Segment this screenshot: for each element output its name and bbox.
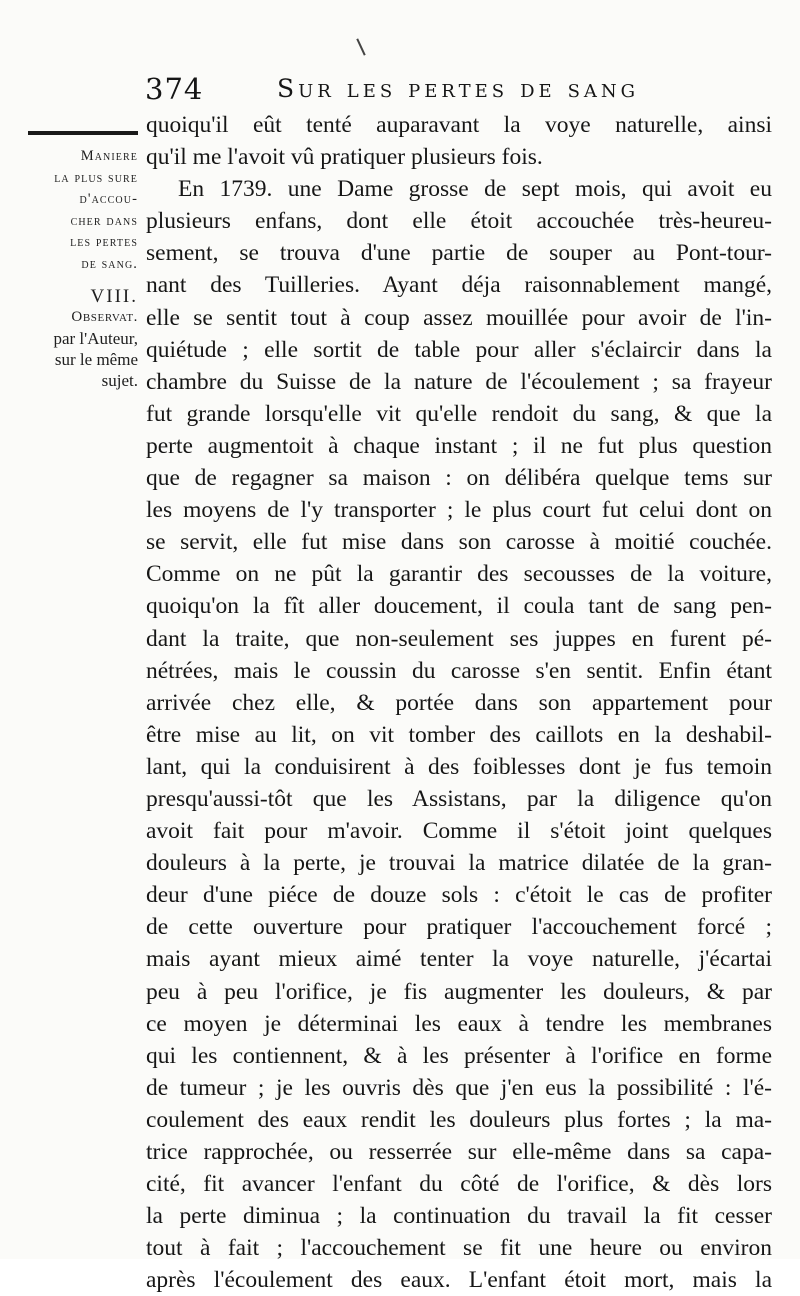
- text-line: ce moyen je déterminai les eaux à tendre les membranes: [146, 1010, 772, 1037]
- text-line: la perte diminua ; la continuation du travail la fit cesser: [146, 1203, 772, 1230]
- margin-note-number: VIII.: [90, 286, 138, 307]
- body-text: [146, 109, 772, 1296]
- text-line: chambre du Suisse de la nature de l'écoulement ; sa frayeur: [146, 368, 772, 395]
- text-line: sement, se trouva d'une partie de souper au Pont-tour-: [146, 240, 772, 267]
- text-line: cité, fit avancer l'enfant du côté de l'orifice, & dès lors: [146, 1171, 772, 1198]
- margin-note-line: par l'Auteur,: [53, 329, 138, 348]
- text-line: être mise au lit, on vit tomber des caillots en la deshabil-: [146, 721, 772, 748]
- text-line: se servit, elle fut mise dans son carosse à moitié couchée.: [146, 529, 772, 556]
- text-line: dant la traite, que non-seulement ses juppes en furent pé-: [146, 625, 772, 652]
- text-line: elle se sentit tout à coup assez mouillée pour avoir de l'in-: [146, 304, 772, 331]
- text-line: fut grande lorsqu'elle vit qu'elle rendoit du sang, & que la: [146, 400, 772, 427]
- text-line: trice rapprochée, ou resserrée sur elle-même dans sa capa-: [146, 1139, 772, 1165]
- text-line: quoiqu'il eût tenté auparavant la voye naturelle, ainsi: [146, 112, 772, 138]
- text-line: qu'il me l'avoit vû pratiquer plusieurs fois.: [146, 144, 543, 171]
- text-line: coulement des eaux rendit les douleurs plus fortes ; la ma-: [146, 1106, 772, 1133]
- margin-note-line: sujet.: [101, 371, 138, 390]
- text-line: tout à fait ; l'accouchement se fit une heure ou environ: [146, 1235, 772, 1262]
- text-line: plusieurs enfans, dont elle étoit accouchée très-heureu-: [146, 208, 772, 235]
- text-line: de cette ouverture pour pratiquer l'accouchement forcé ;: [146, 914, 772, 941]
- text-line: presqu'aussi-tôt que les Assistans, par la diligence qu'on: [146, 785, 772, 812]
- text-line: quiétude ; elle sortit de table pour aller s'éclaircir dans la: [146, 336, 772, 363]
- text-line: En 1739. une Dame grosse de sept mois, qui avoit eu: [178, 176, 772, 203]
- text-line: perte augmentoit à chaque instant ; il ne fut plus question: [146, 432, 772, 459]
- text-line: après l'écoulement des eaux. L'enfant étoit mort, mais la: [146, 1267, 772, 1294]
- text-line: que de regagner sa maison : on délibéra quelque tems sur: [146, 465, 772, 492]
- running-title: Sur les pertes de sang: [277, 74, 640, 103]
- margin-note-line: la plus sure: [54, 169, 138, 186]
- text-line: de tumeur ; je les ouvris dès que j'en eus la possibilité : l'é-: [146, 1074, 772, 1101]
- text-line: qui les contiennent, & à les présenter à l'orifice en forme: [146, 1042, 772, 1069]
- margin-note-line: Observat.: [71, 309, 138, 325]
- text-line: lant, qui la conduisirent à des foiblesses dont je fus temoin: [146, 753, 772, 780]
- scan-mark: [356, 38, 365, 55]
- margin-note-line: d'accou-: [79, 191, 138, 207]
- margin-note-line: de sang.: [81, 255, 138, 272]
- margin-rule: [28, 131, 138, 135]
- text-line: les moyens de l'y transporter ; le plus court fut celui dont on: [146, 497, 772, 524]
- text-line: deur d'une piéce de douze sols : c'étoit le cas de profiter: [146, 882, 772, 909]
- margin-note-observation: [24, 286, 138, 391]
- text-line: peu à peu l'orifice, je fis augmenter les douleurs, & par: [146, 978, 772, 1005]
- text-line: douleurs à la perte, je trouvai la matrice dilatée de la gran-: [146, 850, 772, 877]
- text-line: mais ayant mieux aimé tenter la voye naturelle, j'écartai: [146, 946, 772, 973]
- text-line: arrivée chez elle, & portée dans son appartement pour: [146, 689, 772, 716]
- text-line: Comme on ne pût la garantir des secousses de la voiture,: [146, 561, 772, 588]
- margin-note-method: [24, 146, 138, 275]
- text-line: nétrées, mais le coussin du carosse s'en sentit. Enfin étant: [146, 657, 772, 684]
- margin-note-line: les pertes: [70, 234, 138, 250]
- text-line: nant des Tuilleries. Ayant déja raisonnablement mangé,: [146, 272, 772, 299]
- page-number: 374: [145, 72, 204, 106]
- margin-note-line: Maniere: [80, 148, 138, 164]
- text-line: quoiqu'on la fît aller doucement, il coula tant de sang pen-: [146, 593, 772, 620]
- text-line: avoit fait pour m'avoir. Comme il s'étoit joint quelques: [146, 818, 772, 845]
- margin-note-line: sur le même: [54, 350, 138, 369]
- margin-note-line: cher dans: [70, 212, 138, 229]
- running-head: [145, 72, 775, 106]
